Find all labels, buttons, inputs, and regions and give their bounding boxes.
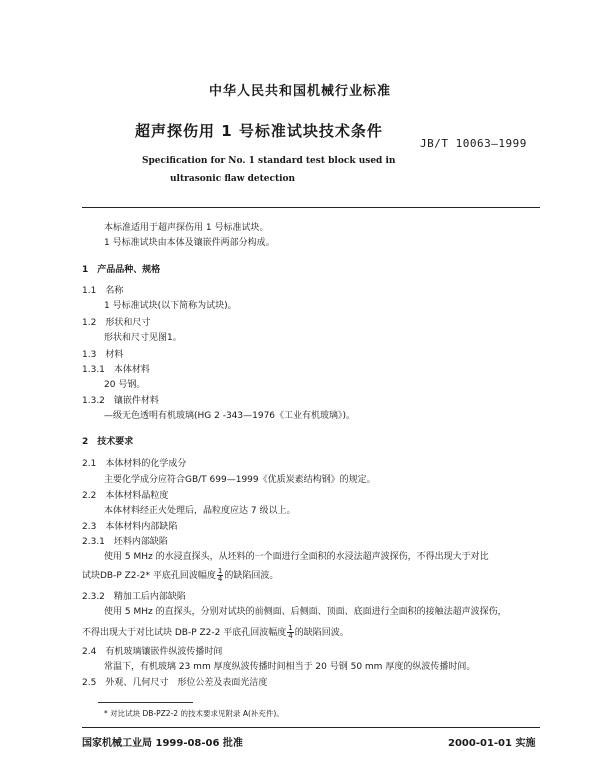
clause-2-2-heading: 2.2 本体材料晶粒度: [82, 491, 169, 501]
fraction-denominator: 4: [288, 632, 293, 640]
clause-1-1-text: 1 号标准试块(以下简称为试块)。: [104, 301, 237, 311]
section-2-heading: 2 技术要求: [82, 437, 134, 447]
fraction-one-quarter: [217, 568, 223, 583]
clause-1-2-heading: 1.2 形状和尺寸: [82, 318, 151, 328]
clause-2-3-2-text-part1: 不得出现大于对比试块 DB-P Z2-2 平底孔回波幅度: [82, 628, 287, 638]
intro-paragraph-2: 1 号标准试块由本体及镶嵌件两部分构成。: [104, 238, 275, 248]
clause-2-4-text: 常温下，有机玻璃 23 mm 厚度纵波传播时间相当于 20 号钢 50 mm 厚度的纵波传播时间。: [104, 662, 476, 672]
section-1-heading: 1 产品品种、规格: [82, 265, 161, 275]
clause-2-1-text: 主要化学成分应符合GB/T 699—1999《优质炭素结构钢》的规定。: [104, 475, 376, 485]
clause-2-3-heading: 2.3 本体材料内部缺陷: [82, 522, 178, 532]
clause-2-2-text: 本体材料经正火处理后，晶粒度应达 7 级以上。: [104, 506, 296, 516]
clause-2-3-2-text-part2: 的缺陷回波。: [294, 628, 349, 638]
clause-1-3-1-heading: 1.3.1 本体材料: [82, 365, 150, 375]
clause-2-3-1-text-part1: 试块DB-P Z2-2* 平底孔回波幅度: [82, 571, 216, 581]
clause-2-3-1-text-line2: [82, 568, 278, 583]
clause-2-3-1-text-part2: 的缺陷回波。: [224, 571, 279, 581]
clause-1-3-2-text: —级无色透明有机玻璃(HG 2 -343—1976《工业有机玻璃》)。: [104, 411, 356, 421]
clause-2-4-heading: 2.4 有机玻璃镶嵌件纵波传播时间: [82, 647, 223, 657]
fraction-numerator: 1: [217, 567, 223, 575]
clause-2-3-2-heading: 2.3.2 精加工后内部缺陷: [82, 592, 186, 602]
footer-divider: [82, 727, 540, 728]
clause-2-5-heading: 2.5 外观、几何尺寸 形位公差及表面光洁度: [82, 678, 268, 688]
standard-body-header: 中华人民共和国机械行业标准: [208, 84, 391, 99]
header-divider: [82, 207, 540, 208]
effective-date: 2000-01-01 实施: [448, 738, 536, 749]
clause-1-1-heading: 1.1 名称: [82, 286, 124, 296]
clause-2-3-2-text-line2: [82, 625, 349, 640]
fraction-denominator: 4: [217, 575, 223, 583]
intro-paragraph-1: 本标准适用于超声探伤用 1 号标准试块。: [104, 223, 269, 233]
clause-2-3-1-heading: 2.3.1 坯料内部缺陷: [82, 537, 168, 547]
fraction-numerator: 1: [288, 624, 293, 632]
clause-2-1-heading: 2.1 本体材料的化学成分: [82, 459, 187, 469]
clause-1-3-heading: 1.3 材料: [82, 350, 124, 360]
fraction-one-quarter-2: [287, 625, 293, 640]
document-title-en-line1: Specification for No. 1 standard test block used in: [142, 156, 396, 166]
standard-code: JB/T 10063—1999: [420, 137, 527, 150]
footnote: * 对比试块 DB-PZ2-2 的技术要求见附录 A(补充件)。: [104, 709, 284, 718]
approval-date: 国家机械工业局 1999-08-06 批准: [82, 738, 243, 749]
footnote-divider: [98, 702, 193, 703]
clause-1-3-2-heading: 1.3.2 镶嵌件材料: [82, 396, 159, 406]
clause-2-3-2-text-line1: 使用 5 MHz 的直探头，分别对试块的前侧面、后侧面、顶面、底面进行全面积的接触法超声波探伤，: [104, 607, 507, 617]
clause-1-3-1-text: 20 号钢。: [104, 380, 146, 390]
document-title-zh: 超声探伤用 1 号标准试块技术条件: [135, 122, 383, 140]
clause-1-2-text: 形状和尺寸见图1。: [104, 333, 182, 343]
document-title-en-line2: ultrasonic flaw detection: [170, 174, 296, 184]
clause-2-3-1-text-line1: 使用 5 MHz 的水浸直探头，从坯料的一个面进行全面积的水浸法超声波探伤，不得出现大于对比: [104, 552, 489, 562]
